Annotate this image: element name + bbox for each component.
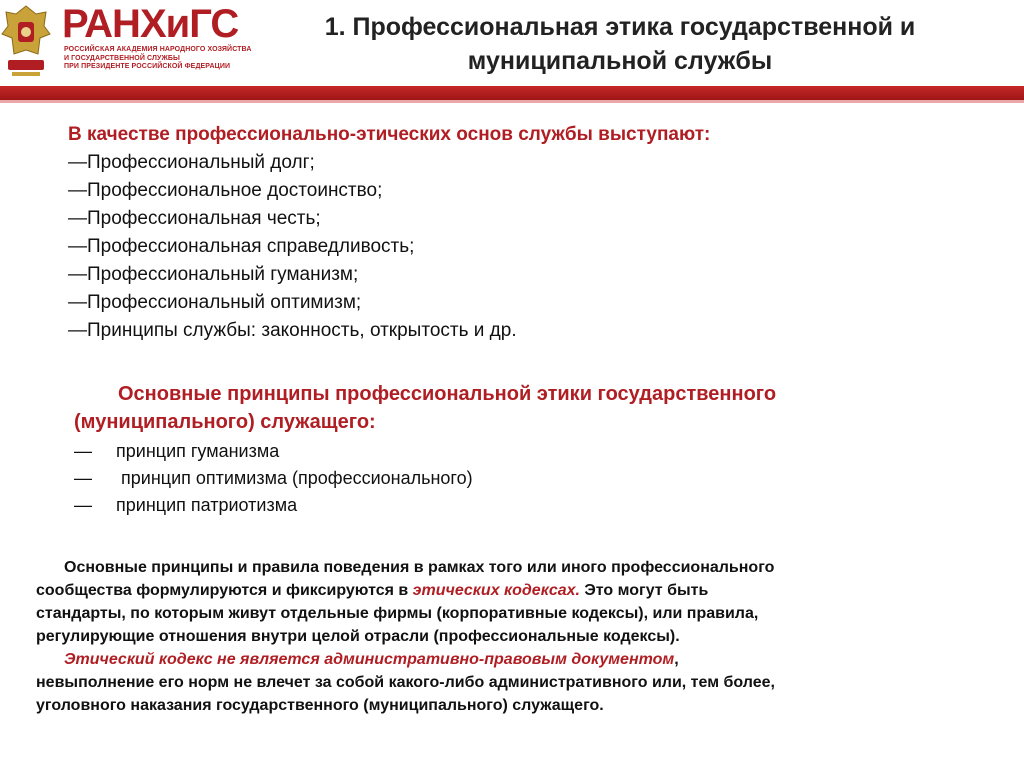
list-item: —Профессиональное достоинство;: [68, 180, 383, 201]
paragraph-line: сообщества формулируются и фиксируются в этических кодексах. Это могут быть: [36, 582, 709, 599]
header-red-bar: [0, 86, 1024, 100]
section1-heading: В качестве профессионально-этических основ службы выступают:: [68, 124, 711, 145]
list-item: —Принципы службы: законность, открытость и др.: [68, 320, 517, 341]
list-item: —Профессиональный оптимизм;: [68, 292, 362, 313]
slide-header: [0, 0, 1024, 95]
paragraph-line: регулирующие отношения внутри целой отрасли (профессиональные кодексы).: [36, 628, 680, 645]
logo-wordmark: РАНХиГС: [62, 2, 239, 46]
slide-title: 1. Профессиональная этика государственной и муниципальной службы: [324, 13, 916, 75]
list-item: — принцип патриотизма: [74, 495, 298, 515]
list-item: —Профессиональный гуманизм;: [68, 264, 359, 285]
principles-list: [74, 438, 974, 519]
list-item: — принцип оптимизма (профессионального): [74, 468, 473, 488]
logo-subtitle: РОССИЙСКАЯ АКАДЕМИЯ НАРОДНОГО ХОЗЯЙСТВА И ГОСУДАРСТВЕННОЙ СЛУЖБЫ ПРИ ПРЕЗИДЕНТЕ РОССИЙСКОЙ ФЕДЕРАЦИИ: [64, 46, 252, 71]
list-item: —Профессиональная справедливость;: [68, 236, 415, 257]
ethics-codes-paragraph: [36, 556, 996, 717]
foundations-list: [68, 149, 968, 345]
list-item: —Профессиональный долг;: [68, 152, 315, 173]
ethics-principles-section: [74, 380, 974, 519]
academy-emblem-icon: [0, 2, 52, 82]
paragraph-line: стандарты, по которым живут отдельные фирмы (корпоративные кодексы), или правила,: [36, 605, 759, 622]
paragraph-line: Этический кодекс не является административно-правовым документом,: [64, 651, 679, 668]
ethical-codes-highlight: этических кодексах.: [412, 582, 580, 599]
ethical-code-highlight: Этический кодекс не является административно-правовым документом: [64, 651, 675, 668]
list-item: —Профессиональная честь;: [68, 208, 321, 229]
list-item: — принцип гуманизма: [74, 441, 280, 461]
paragraph-line: невыполнение его норм не влечет за собой какого-либо административного или, тем более,: [36, 674, 775, 691]
paragraph-line: уголовного наказания государственного (муниципального) служащего.: [36, 697, 604, 714]
paragraph-line: Основные принципы и правила поведения в рамках того или иного профессионального: [64, 559, 775, 576]
ethics-foundations-section: [68, 121, 968, 345]
header-bar-shadow: [0, 100, 1024, 103]
section2-heading: Основные принципы профессиональной этики государственного (муниципального) служащего:: [74, 383, 777, 433]
